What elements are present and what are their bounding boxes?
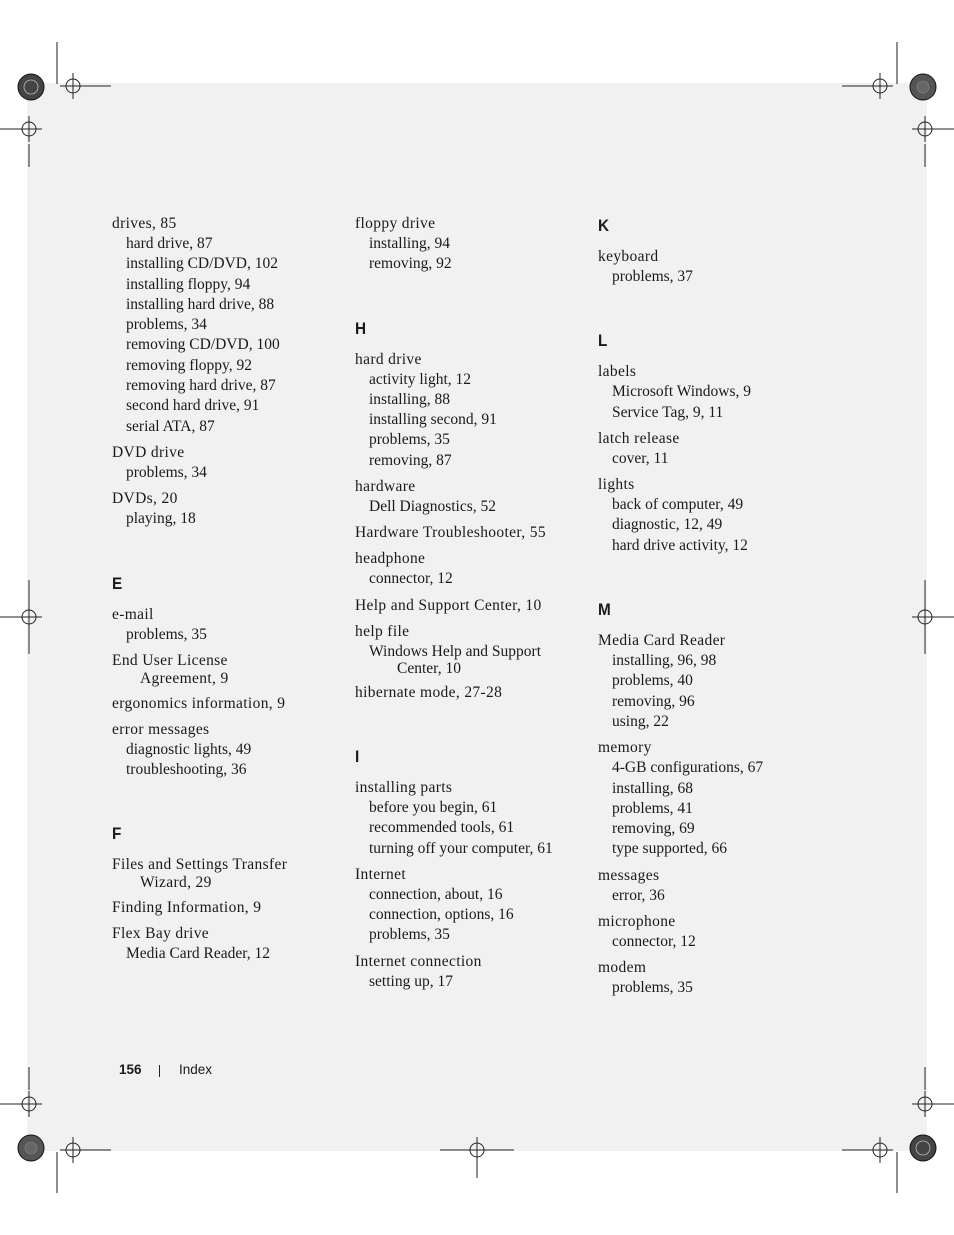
index-entry [598, 475, 833, 556]
index-term: Finding Information, 9 [112, 899, 262, 917]
index-subentry: type supported, 66 [612, 840, 727, 858]
index-subentry: removing floppy, 92 [126, 356, 252, 374]
index-subentry: Service Tag, 9, 11 [612, 403, 724, 421]
index-entry [598, 912, 833, 952]
index-term: hardware [355, 478, 416, 496]
index-subentry: connector, 12 [612, 933, 696, 951]
index-subentry: recommended tools, 61 [369, 819, 515, 837]
index-subentry: problems, 35 [369, 431, 450, 449]
index-term-continuation: Wizard, 29 [140, 874, 212, 892]
index-entry [598, 958, 833, 998]
index-section [598, 600, 833, 999]
index-subentry: installing, 94 [369, 235, 450, 252]
index-term: floppy drive [355, 215, 436, 232]
index-subentry: diagnostic lights, 49 [126, 740, 252, 758]
index-subentry: connection, options, 16 [369, 906, 514, 924]
index-entry [112, 651, 347, 688]
index-term: microphone [598, 913, 676, 931]
section-letter-heading: M [598, 600, 611, 620]
footer-section-label: Index [179, 1062, 213, 1077]
index-term: Internet connection [355, 952, 482, 970]
index-term: e-mail [112, 605, 154, 623]
index-entry [598, 631, 833, 732]
index-section [355, 214, 590, 275]
index-subentry: installing, 88 [369, 390, 450, 408]
index-subentry: diagnostic, 12, 49 [612, 516, 723, 534]
index-term: labels [598, 363, 637, 381]
index-subentry: installing hard drive, 88 [126, 295, 275, 313]
index-entry [598, 247, 833, 287]
index-subentry: hard drive, 87 [126, 235, 213, 252]
index-term: lights [598, 476, 635, 494]
index-column-2 [355, 214, 590, 998]
index-subentry: setting up, 17 [369, 972, 453, 990]
index-subentry: Dell Diagnostics, 52 [369, 498, 496, 516]
index-subentry: removing hard drive, 87 [126, 377, 276, 395]
index-subentry: Media Card Reader, 12 [126, 945, 270, 963]
section-letter-heading: F [112, 824, 122, 844]
index-entry [355, 350, 590, 471]
index-section [355, 319, 590, 703]
index-subentry: problems, 34 [126, 316, 207, 334]
index-subentry: problems, 35 [612, 979, 693, 997]
index-term: drives, 85 [112, 215, 177, 232]
index-subentry: problems, 35 [126, 625, 207, 643]
index-subentry: connector, 12 [369, 570, 453, 588]
index-subentry: back of computer, 49 [612, 496, 744, 514]
index-entry [355, 622, 590, 677]
index-section [598, 216, 833, 287]
index-entry [112, 855, 347, 892]
index-column-3 [598, 214, 833, 1005]
index-term: headphone [355, 550, 426, 568]
index-term: messages [598, 866, 660, 884]
index-term: Hardware Troubleshooter, 55 [355, 524, 546, 542]
index-subentry: turning off your computer, 61 [369, 839, 553, 857]
index-subentry: installing, 68 [612, 779, 693, 797]
index-subentry: troubleshooting, 36 [126, 761, 247, 779]
index-subentry: playing, 18 [126, 510, 196, 528]
index-subentry-continuation: Center, 10 [397, 659, 461, 677]
index-subentry: removing, 92 [369, 255, 452, 273]
index-subentry: removing CD/DVD, 100 [126, 336, 280, 354]
index-entry [598, 738, 833, 859]
index-subentry: removing, 96 [612, 692, 695, 710]
index-subentry: second hard drive, 91 [126, 397, 260, 415]
index-term: DVDs, 20 [112, 490, 178, 508]
index-subentry: 4-GB configurations, 67 [612, 759, 764, 777]
index-term: installing parts [355, 778, 453, 796]
index-term-continuation: Agreement, 9 [140, 669, 229, 687]
index-term: Flex Bay drive [112, 925, 210, 943]
index-subentry: installing, 96, 98 [612, 652, 717, 670]
index-term: error messages [112, 720, 210, 738]
index-term: hibernate mode, 27-28 [355, 683, 503, 701]
index-term: Help and Support Center, 10 [355, 596, 542, 614]
index-subentry: removing, 87 [369, 451, 452, 469]
index-entry [112, 605, 347, 645]
index-subentry: Microsoft Windows, 9 [612, 383, 752, 401]
index-term: hard drive [355, 350, 422, 368]
index-subentry: using, 22 [612, 712, 669, 730]
index-entry [355, 778, 590, 859]
index-entry [355, 523, 590, 543]
index-entry [355, 549, 590, 589]
index-entry [112, 720, 347, 781]
index-entry [112, 489, 347, 529]
section-letter-heading: H [355, 318, 367, 338]
index-subentry: problems, 35 [369, 926, 450, 944]
index-entry [112, 694, 347, 714]
index-subentry: installing second, 91 [369, 411, 497, 429]
index-section [112, 214, 347, 530]
index-subentry: installing floppy, 94 [126, 275, 251, 293]
index-entry [355, 477, 590, 517]
index-entry [112, 898, 347, 918]
index-column-1 [112, 214, 347, 971]
index-section [112, 824, 347, 964]
index-entry [598, 866, 833, 906]
index-subentry: problems, 34 [126, 463, 207, 481]
page-number: 156 [119, 1062, 142, 1077]
index-term: help file [355, 622, 410, 640]
section-letter-heading: L [598, 331, 608, 351]
index-term: ergonomics information, 9 [112, 694, 286, 712]
section-letter-heading: K [598, 216, 610, 235]
index-subentry: error, 36 [612, 886, 665, 904]
index-entry [355, 683, 590, 703]
index-entry [355, 596, 590, 616]
index-term: memory [598, 739, 652, 757]
index-term: End User License [112, 651, 228, 669]
index-entry [355, 865, 590, 946]
index-section [598, 331, 833, 556]
index-entry [355, 214, 590, 275]
index-term: keyboard [598, 248, 659, 265]
index-term: Media Card Reader [598, 632, 726, 650]
index-subentry: problems, 40 [612, 672, 693, 690]
index-subentry: problems, 37 [612, 268, 693, 285]
index-subentry: removing, 69 [612, 820, 695, 838]
index-subentry: before you begin, 61 [369, 798, 498, 816]
index-subentry: installing CD/DVD, 102 [126, 255, 278, 273]
index-term: Files and Settings Transfer [112, 856, 288, 874]
index-subentry: hard drive activity, 12 [612, 536, 748, 554]
index-entry [355, 952, 590, 992]
index-subentry: activity light, 12 [369, 370, 472, 388]
index-entry [112, 924, 347, 964]
index-term: modem [598, 959, 647, 977]
index-subentry: connection, about, 16 [369, 885, 503, 903]
section-letter-heading: E [112, 573, 123, 593]
index-section [355, 747, 590, 992]
section-letter-heading: I [355, 746, 360, 766]
index-term: Internet [355, 865, 406, 883]
index-term: DVD drive [112, 443, 185, 461]
index-subentry: Windows Help and Support [369, 642, 542, 660]
index-term: latch release [598, 429, 680, 447]
index-section [112, 574, 347, 781]
index-subentry: cover, 11 [612, 449, 669, 467]
footer-divider [159, 1065, 160, 1077]
index-entry [598, 362, 833, 423]
index-subentry: problems, 41 [612, 799, 693, 817]
index-entry [112, 443, 347, 483]
index-entry [112, 214, 347, 437]
index-subentry: serial ATA, 87 [126, 417, 215, 435]
index-entry [598, 429, 833, 469]
